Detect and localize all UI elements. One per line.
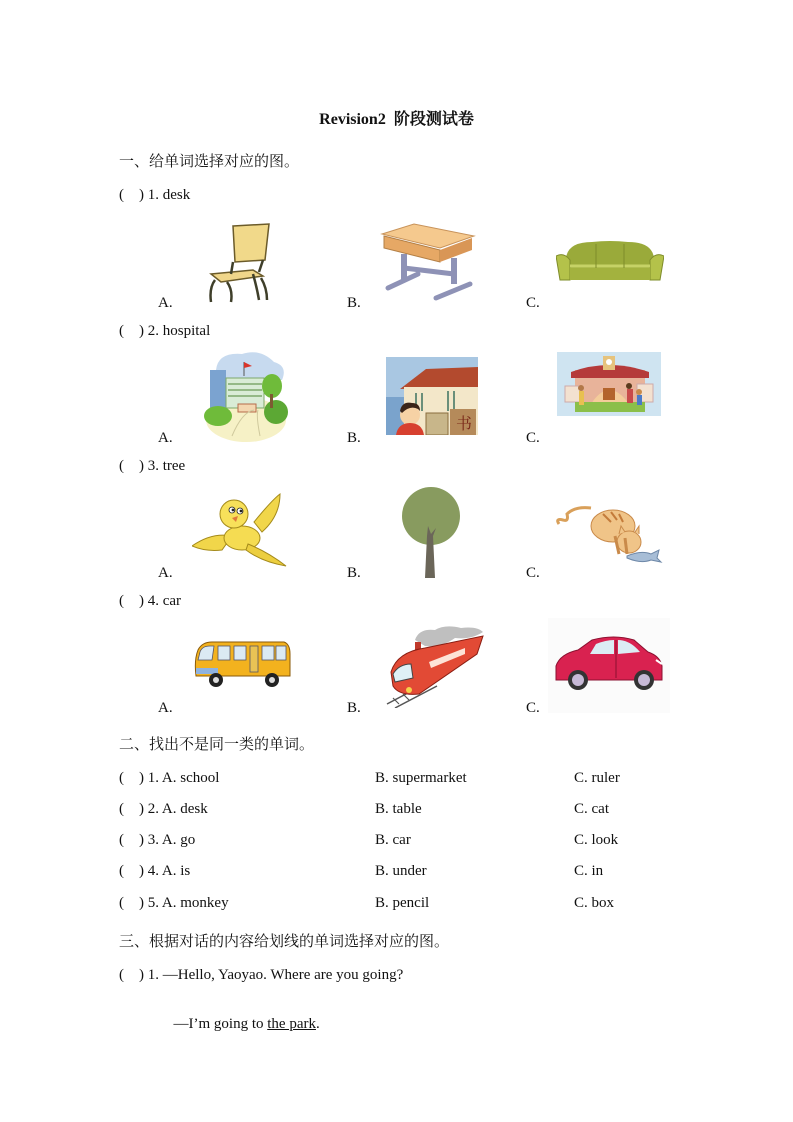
option-c: C. <box>526 565 540 581</box>
tree-image <box>400 486 462 580</box>
page-title: Revision2 阶段测试卷 <box>319 111 474 128</box>
desk-image <box>378 222 476 302</box>
school-building-image <box>557 352 661 416</box>
odd-one-out-row-4-b: B. under <box>375 863 427 879</box>
option-a: A. <box>158 430 173 446</box>
option-c: C. <box>526 295 540 311</box>
section-1-heading: 一、给单词选择对应的图。 <box>119 152 300 170</box>
dialogue-question-1-line-2 <box>166 999 320 1033</box>
option-a: A. <box>158 565 173 581</box>
odd-one-out-row-1-b: B. supermarket <box>375 770 467 786</box>
odd-one-out-row-1-a: ( ) 1. A. school <box>119 770 220 786</box>
park-building-image <box>202 350 288 442</box>
odd-one-out-row-5-a: ( ) 5. A. monkey <box>119 895 229 911</box>
option-b: B. <box>347 700 361 716</box>
dialogue-punctuation: . <box>315 1016 320 1032</box>
dialogue-text: —I’m going to <box>173 1016 268 1032</box>
svg-text:书: 书 <box>456 414 473 433</box>
option-b: B. <box>347 430 361 446</box>
odd-one-out-row-3-c: C. look <box>574 832 619 848</box>
car-image <box>548 618 670 713</box>
bus-image <box>192 640 292 690</box>
odd-one-out-row-5-c: C. box <box>574 895 615 911</box>
shop-building-image <box>386 357 478 435</box>
sofa-image <box>556 238 664 284</box>
option-a: A. <box>158 295 173 311</box>
odd-one-out-row-2-c: C. cat <box>574 801 609 817</box>
option-a: A. <box>158 700 173 716</box>
bird-image <box>192 492 288 568</box>
odd-one-out-row-3-a: ( ) 3. A. go <box>119 832 196 848</box>
option-b: B. <box>347 565 361 581</box>
question-4-label: ( ) 4. car <box>119 593 182 609</box>
question-1-label: ( ) 1. desk <box>119 187 191 203</box>
odd-one-out-row-2-b: B. table <box>375 801 422 817</box>
odd-one-out-row-3-b: B. car <box>375 832 411 848</box>
section-2-heading: 二、找出不是同一类的单词。 <box>119 735 315 753</box>
question-3-label: ( ) 3. tree <box>119 458 186 474</box>
option-b: B. <box>347 295 361 311</box>
odd-one-out-row-2-a: ( ) 2. A. desk <box>119 801 208 817</box>
odd-one-out-row-5-b: B. pencil <box>375 895 430 911</box>
train-image <box>385 624 487 708</box>
option-c: C. <box>526 430 540 446</box>
cat-image <box>555 500 663 566</box>
odd-one-out-row-4-a: ( ) 4. A. is <box>119 863 191 879</box>
odd-one-out-row-4-c: C. in <box>574 863 604 879</box>
chair-image <box>205 222 275 304</box>
underlined-word: the park <box>267 1016 316 1032</box>
section-3-heading: 三、根据对话的内容给划线的单词选择对应的图。 <box>119 932 450 950</box>
question-2-label: ( ) 2. hospital <box>119 323 211 339</box>
odd-one-out-row-1-c: C. ruler <box>574 770 620 786</box>
dialogue-question-1-line-1: ( ) 1. —Hello, Yaoyao. Where are you going? <box>119 967 404 983</box>
option-c: C. <box>526 700 540 716</box>
